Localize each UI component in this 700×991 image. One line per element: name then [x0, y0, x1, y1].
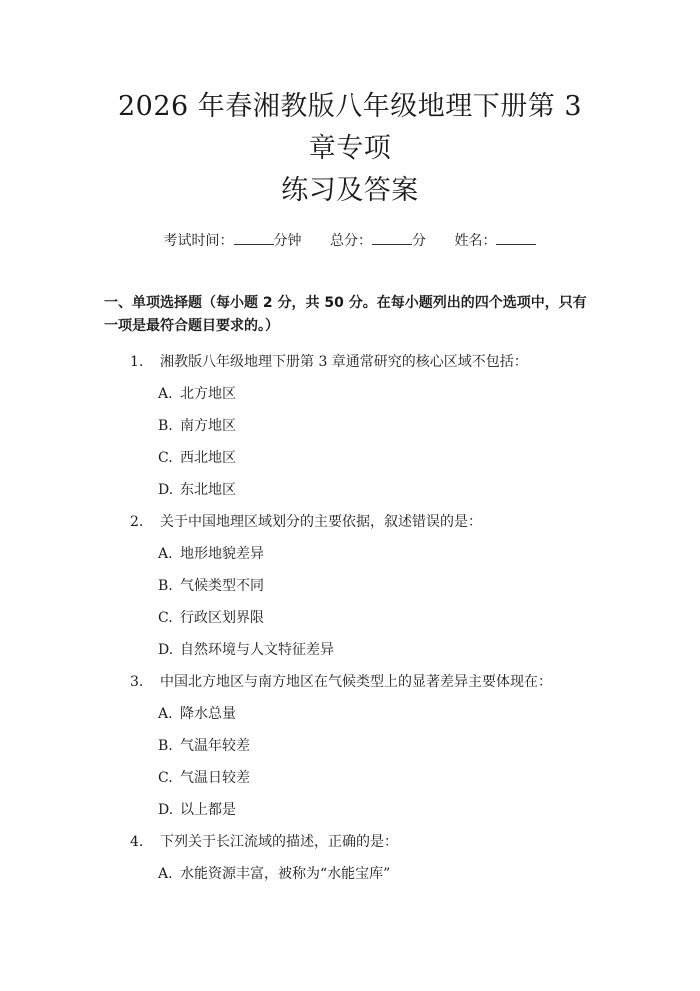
option-text: 北方地区 [180, 386, 236, 402]
option-text: 以上都是 [180, 802, 236, 818]
section-heading: 一、单项选择题（每小题 2 分，共 50 分。在每小题列出的四个选项中，只有一项是最符合题目要求的。） [104, 295, 587, 334]
option-d[interactable] [104, 640, 596, 660]
option-letter: A. [158, 706, 173, 722]
option-c[interactable] [104, 448, 596, 468]
question-number: 3. [130, 674, 144, 690]
question-stem [104, 352, 596, 372]
option-a[interactable] [104, 864, 596, 884]
question-number: 2. [130, 514, 144, 530]
option-b[interactable] [104, 736, 596, 756]
option-letter: A. [158, 866, 173, 882]
score-unit: 分 [412, 233, 426, 249]
option-letter: B. [158, 418, 173, 434]
question-stem [104, 672, 596, 692]
option-text: 南方地区 [180, 418, 236, 434]
exam-time [164, 230, 302, 252]
option-letter: B. [158, 738, 173, 754]
question-number: 4. [130, 834, 144, 850]
question-text: 下列关于长江流域的描述，正确的是： [160, 834, 398, 850]
question-text: 中国北方地区与南方地区在气候类型上的显著差异主要体现在： [160, 674, 552, 690]
document-page [0, 86, 700, 991]
option-letter: D. [158, 642, 174, 658]
option-c[interactable] [104, 768, 596, 788]
score-label: 总分： [330, 233, 372, 249]
title-line-2: 练习及答案 [281, 175, 419, 206]
question-list [104, 352, 596, 884]
option-letter: D. [158, 802, 174, 818]
option-text: 地形地貌差异 [180, 546, 264, 562]
option-text: 自然环境与人文特征差异 [180, 642, 334, 658]
exam-meta [104, 230, 596, 252]
option-text: 西北地区 [180, 450, 236, 466]
name-blank[interactable] [496, 230, 536, 245]
name-label: 姓名： [454, 233, 497, 249]
option-a[interactable] [104, 384, 596, 404]
option-letter: B. [158, 578, 173, 594]
option-text: 气温日较差 [180, 770, 250, 786]
total-score [330, 230, 426, 252]
option-letter: C. [158, 770, 173, 786]
time-unit: 分钟 [273, 233, 302, 249]
option-text: 降水总量 [180, 706, 236, 722]
time-label: 考试时间： [163, 233, 234, 249]
question-number: 1. [130, 354, 144, 370]
question-4 [104, 832, 596, 884]
option-c[interactable] [104, 608, 596, 628]
option-letter: A. [158, 546, 173, 562]
option-text: 气温年较差 [180, 738, 250, 754]
option-d[interactable] [104, 800, 596, 820]
option-a[interactable] [104, 544, 596, 564]
option-text: 气候类型不同 [180, 578, 264, 594]
question-text: 湘教版八年级地理下册第 3 章通常研究的核心区域不包括： [160, 354, 528, 370]
option-text: 水能资源丰富，被称为“水能宝库” [180, 866, 391, 882]
option-b[interactable] [104, 416, 596, 436]
option-letter: C. [158, 450, 173, 466]
time-blank[interactable] [234, 230, 274, 245]
option-letter: A. [158, 386, 173, 402]
option-a[interactable] [104, 704, 596, 724]
question-3 [104, 672, 596, 820]
option-text: 东北地区 [180, 482, 236, 498]
option-b[interactable] [104, 576, 596, 596]
score-blank[interactable] [372, 230, 412, 245]
document-title [104, 86, 596, 212]
question-stem [104, 832, 596, 852]
question-1 [104, 352, 596, 500]
option-text: 行政区划界限 [180, 610, 264, 626]
title-line-1: 2026 年春湘教版八年级地理下册第 3 章专项 [117, 91, 583, 164]
question-2 [104, 512, 596, 660]
student-name [454, 230, 536, 252]
question-stem [104, 512, 596, 532]
option-letter: D. [158, 482, 174, 498]
option-d[interactable] [104, 480, 596, 500]
option-letter: C. [158, 610, 173, 626]
question-text: 关于中国地理区域划分的主要依据，叙述错误的是： [160, 514, 482, 530]
